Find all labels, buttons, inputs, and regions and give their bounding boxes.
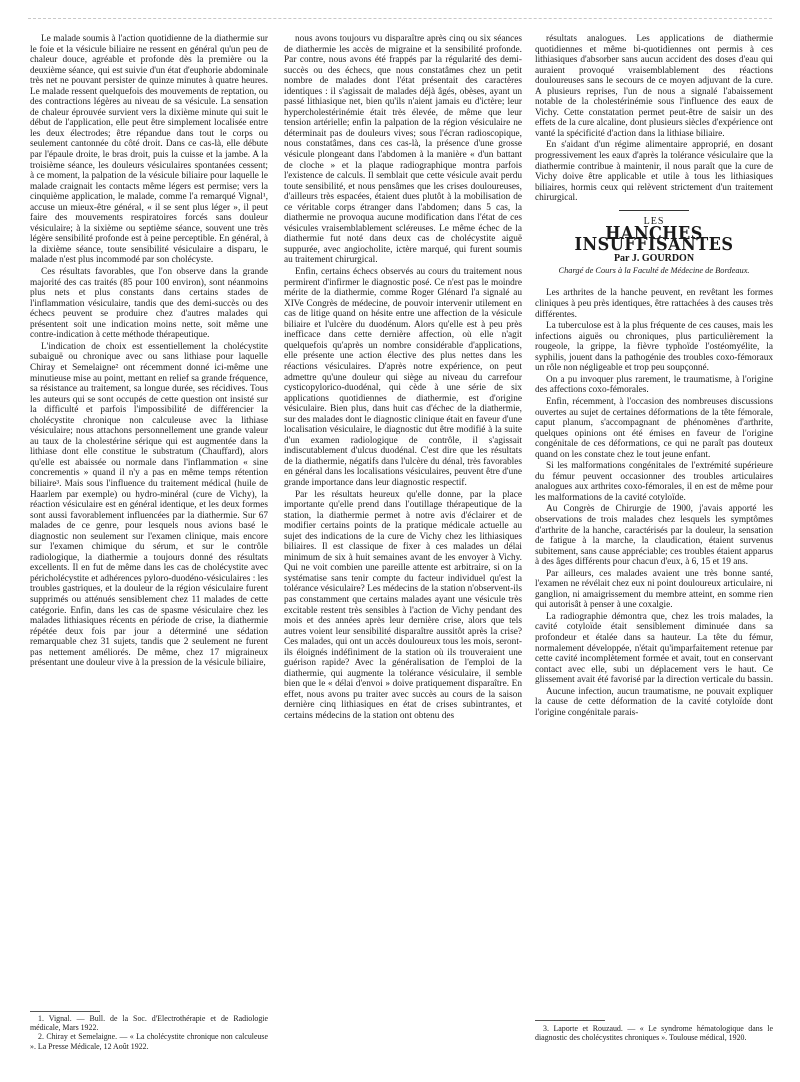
article-author: Par J. GOURDON (613, 253, 695, 265)
paragraph: Ces résultats favorables, que l'on observe dans la grande majorité des cas traités (85 pour 100 environ), sont néanmoins plus nets et plus constants dans certains stades de l'inflammation vésiculaire, tandis que des demi-succès ou des échecs peuvent se produire chez d'autres malades qui présentent soit une indication moins nette, soit même une contre-indication à cette méthode thérapeutique. (30, 267, 268, 341)
paragraph: En s'aidant d'un régime alimentaire approprié, en dosant progressivement les eaux d'après la tolérance vésiculaire que la diathermie contribue à maintenir, il nous paraît que la cure de Vichy doive être applicable et utile à tous les lithiasiques biliaires, hormis ceux qui relèvent strictement d'un traitement chirurgical. (535, 140, 773, 204)
paragraph: Le malade soumis à l'action quotidienne de la diathermie sur le foie et la vésicule biliaire ne ressent en général qu'un peu de chaleur douce, agréable et profonde dès la première ou la deuxième séance, qui est suivie d'un état d'euphorie abdominale très net ne pouvant persister de quinze minutes à quatre heures. Le malade ressent quelquefois des mouvements de reptation, ou des contractions légères au niveau de sa vésicule. La sensation de chaleur éprouvée survient vers la dixième minute qui suit le début de l'application, elle peut être simplement localisée entre les deux électrodes; être répandue dans tout le corps ou seulement cantonnée du côté droit. Dans ce cas-là, elle débute par l'épaule droite, le bras droit, puis la cuisse et la jambe. A la troisième séance, les douleurs vésiculaires spontanées cessent; à ce moment, la palpation de la vésicule biliaire pour laquelle le malade craignait les contacts même légers est permise; vers la cinquième application, le malade, comme l'a remarqué Vignal¹, accuse un mieux-être général, « il se sent plus léger », il peut faire des mouvements respiratoires forcés sans douleur vésiculaire; à la sixième ou septième séance, souvent une très légère sensibilité profonde est à peine perceptible. En général, à la dixième séance, toute sensibilité vésiculaire a disparu, le malade n'est plus incommodé par son cholécyste. (30, 34, 268, 266)
header-rule (28, 18, 772, 19)
paragraph: Les arthrites de la hanche peuvent, en revêtant les formes cliniques à peu près identiques, être rattachées à des causes très différentes. (535, 288, 773, 320)
paragraph: La tuberculose est à la plus fréquente de ces causes, mais les infections aiguës ou chroniques, plus particulièrement la rougeole, la grippe, la fièvre typhoïde l'ostéomyélite, la syphilis, jouent dans la pathogénie des troubles coxo-fémoraux un rôle non négligeable et trop peu soupçonné. (535, 321, 773, 374)
paragraph: résultats analogues. Les applications de diathermie quotidiennes et même bi-quotidiennes ont permis à ces lithiasiques d'absorber sans aucun accident des doses d'eau qui auraient provoqué vraisemblablement des réactions douloureuses sans le secours de ce moyen adjuvant de la cure. A plusieurs reprises, l'un de nous a signalé l'abaissement notable de la cholestérinémie sous l'influence des eaux de Vichy. Cette constatation permet peut-être de saisir un des effets de la cure alcaline, dont plusieurs siècles d'expérience ont vanté la spécificité d'action dans la lithiase biliaire. (535, 34, 773, 139)
paragraph: nous avons toujours vu disparaître après cinq ou six séances de diathermie les accès de migraine et la sensibilité profonde. Par contre, nous avons été frappés par la régularité des demi-succès ou des échecs, que nous constatâmes chez un petit nombre de malades dont l'état présentait des caractères identiques : il s'agissait de malades déjà âgés, obèses, ayant un passé lithiasique net, bien qu'ils n'aient jamais eu d'ictère; leur hypercholestérinémie était très élevée, de même que leur tension artérielle; enfin la palpation de la région vésiculaire ne déterminait pas de douleurs vives; sous l'écran radioscopique, nous constatâmes, dans ces cas-là, la présence d'une grosse vésicule plongeant dans l'abdomen à la manière « d'un battant de cloche » et la plaque radiographique montra parfois l'existence de calculs. Il semblait que cette vésicule avait perdu toute sensibilité, et nous pensâmes que les crises douloureuses, d'ailleurs très espacées, étaient dues plutôt à la mobilisation de ce véritable corps étranger dans l'abdomen; dans 5 cas, la diathermie ne provoqua aucune modification dans l'état de ces vésicules vraisemblablement scléreuses. Le même échec de la diathermie fut noté dans deux cas de cholécystite aiguë suppurée, avec angiocholite, ictère marqué, qui furent soumis au traitement chirurgical. (284, 34, 522, 266)
article-affiliation: Chargé de Cours à la Faculté de Médecine de Bordeaux. (558, 265, 750, 275)
paragraph: On a pu invoquer plus rarement, le traumatisme, à l'origine des affections coxo-fémorales. (535, 374, 773, 396)
paragraph: Au Congrès de Chirurgie de 1900, j'avais apporté les observations de trois malades chez lesquels les symptômes d'arthrite de la hanche, caractérisés par la douleur, la sensation de fatigue à la marche, la claudication, étaient survenus subitement, sans cause appréciable; ces troubles étaient apparus à des âges différents pour chacun d'eux, à 6, 15 et 19 ans. (535, 504, 773, 568)
footnote: 3. Laporte et Rouzaud. — « Le syndrome hématologique dans le diagnostic des cholécystites chroniques ». Toulouse médical, 1920. (535, 1024, 773, 1043)
paragraph: L'indication de choix est essentiellement la cholécystite subaiguë ou chronique avec ou sans lithiase pour laquelle Chiray et Semelaigne² ont récemment donné ici-même une minutieuse mise au point, mettant en relief sa grande fréquence, sa résistance au traitement, sa longue durée, ses récidives. Tous les auteurs qui se sont occupés de cette question ont insisté sur la difficulté et parfois l'impossibilité de différencier la cholécystite chronique non calculeuse avec la lithiase vésiculaire; nous attachons personnellement une grande valeur au taux de la cholestérine sérique qui est augmentée dans la lithiase dont elle constitue le substratum (Chauffard), alors qu'elle est abaissée ou normale dans l'inflammation « sine concrementis » quand il n'y a pas en même temps rétention biliaire³. Mais sous l'influence du traitement médical (huile de Haarlem par exemple) ou hydro-minéral (cure de Vichy), la réaction vésiculaire est en général identique, et les deux formes sont aussi favorablement influencées par la diathermie. Sur 67 malades de ce genre, pour lesquels nous avions basé le diagnostic non seulement sur l'examen clinique, mais encore sur l'examen chimique du sérum, et sur le contrôle radiologique, la diathermie a toujours donné des résultats excellents. Il en fut de même dans les cas de cholécystite avec péricholécystite et adhérences pyloro-duodéno-vésiculaires : les troubles gastriques, et la douleur de la région vésiculaire furent supprimés ou atténués sensiblement chez 11 malades de cette catégorie. Enfin, dans les cas de spasme vésiculaire chez les malades lithiasiques récents en période de crise, la diathermie répétée deux fois par jour a déterminé une sédation remarquable chez 31 sujets, tandis que 2 seulement ne furent pas nettement améliorés. De même, chez 17 migraineux présentant une douleur vive à la pression de la vésicule biliaire, (30, 341, 268, 669)
footnotes-column-1 (30, 1014, 268, 1051)
paragraph: Par les résultats heureux qu'elle donne, par la place importante qu'elle prend dans l'outillage thérapeutique de la station, la diathermie permet à notre avis d'éclairer et de modifier certains points de la pratique médicale actuelle au sujet des indications de la cure de Vichy chez les lithiasiques biliaires. Il est classique de fixer à ces malades un délai minimum de six à huit semaines avant de les envoyer à Vichy. Qui ne voit combien une pareille attente est arbitraire, si on la systématise sans tenir compte du facteur individuel qu'est la tolérance vésiculaire? Les médecins de la station n'observent-ils pas constamment que certains malades ayant une vésicule très excitable restent très sensibles à l'action de Vichy pendant des mois et des années après leur dernière crise, alors que tels autres voient leur sensibilité disparaître aussitôt après la crise? Ces malades, qui ont un accès douloureux tous les mois, seront-ils éloignés indéfiniment de la station où ils trouveraient une guérison rapide? Avec la généralisation de l'emploi de la diathermie, qui augmente la tolérance vésiculaire, il semble bien que le « délai d'envoi » doive pratiquement disparaître. En effet, nous avons pu traiter avec succès au cours de la saison dernière cinq lithiasiques en état de crises subintrantes, et certains médecins de la station ont obtenu des (284, 489, 522, 721)
article-kicker: LES (643, 215, 665, 227)
column-1 (30, 34, 268, 1009)
footnote: 2. Chiray et Semelaigne. — « La cholécystite chronique non calculeuse ». La Presse Médicale, 12 Août 1922. (30, 1032, 268, 1051)
paragraph: La radiographie démontra que, chez les trois malades, la cavité cotyloïde était sensiblement diminuée dans sa profondeur et étalée dans sa hauteur. La tête du fémur, normalement développée, n'était qu'imparfaitement retenue par cette cavité incomplètement formée et avait, tout en conservant contact avec elle, subi un déplacement vers le haut. Ce glissement avait été favorisé par la direction verticale du bassin. (535, 611, 773, 686)
footnote-rule (535, 1020, 605, 1021)
article-separator (619, 210, 689, 211)
column-2 (284, 34, 522, 1079)
paragraph: Si les malformations congénitales de l'extrémité supérieure du fémur peuvent occasionner des troubles articulaires analogues aux arthrites coxo-fémorales, il en est de même pour les malformations de la cavité cotyloïde. (535, 461, 773, 503)
footnotes-column-3 (535, 1024, 773, 1042)
footnote-rule (30, 1011, 100, 1012)
paragraph: Enfin, récemment, à l'occasion des nombreuses discussions ouvertes au sujet de certaines déformations de la tête fémorale, caput planum, s'accompagnant de phénomènes d'arthrite, quelques opinions ont été émises en faveur de l'origine congénitale de ces déformations, ce qui ne paraît pas douteux quand on les constate chez le tout jeune enfant. (535, 396, 773, 460)
column-3 (535, 34, 773, 1079)
paragraph: Aucune infection, aucun traumatisme, ne pouvait expliquer la cause de cette déformation de la cavité cotyloïde dont l'origine congénitale parais- (535, 686, 773, 718)
paragraph: Enfin, certains échecs observés au cours du traitement nous permirent d'infirmer le diagnostic posé. Ce n'est pas le moindre mérite de la diathermie, comme Roger Glénard l'a signalé au XIVe Congrès de médecine, de pouvoir intervenir utilement en cas de litige quand on hésite entre une affection de la vésicule biliaire et l'ulcère du duodénum. Alors qu'elle est à peu près inefficace dans cette dernière affection, où elle n'agit quelquefois qu'après un nombre considérable d'applications, elle présente une action élective des plus nettes dans les réactions vésiculaires. D'après notre expérience, on peut admettre qu'une douleur qui siège au niveau du carrefour cysticopylorico-duodénal, qui cède à une série de six applications quotidiennes de diathermie, est d'origine vésiculaire. Bien plus, dans huit cas d'échec de la diathermie, sur des malades dont le diagnostic clinique était en faveur d'une localisation vésiculaire, le diagnostic dut être modifié à la suite d'un examen radiologique de contrôle, il s'agissait indiscutablement d'ulcus duodénal. C'est dire que les résultats de la diathermie, négatifs dans l'ulcère du dénal, très favorables en général dans les localisations vésiculaires, peuvent être d'une grande importance dans leur diagnostic respectif. (284, 267, 522, 488)
article-title: HANCHES INSUFFISANTES (574, 224, 734, 255)
paragraph: Par ailleurs, ces malades avaient une très bonne santé, l'examen ne révélait chez eux ni point douloureux articulaire, ni ganglion, ni amaigrissement du membre atteint, en somme rien qui autorisât à penser à une coxalgie. (535, 568, 773, 611)
footnote: 1. Vignal. — Bull. de la Soc. d'Electrothérapie et de Radiologie médicale, Mars 1922. (30, 1014, 268, 1033)
